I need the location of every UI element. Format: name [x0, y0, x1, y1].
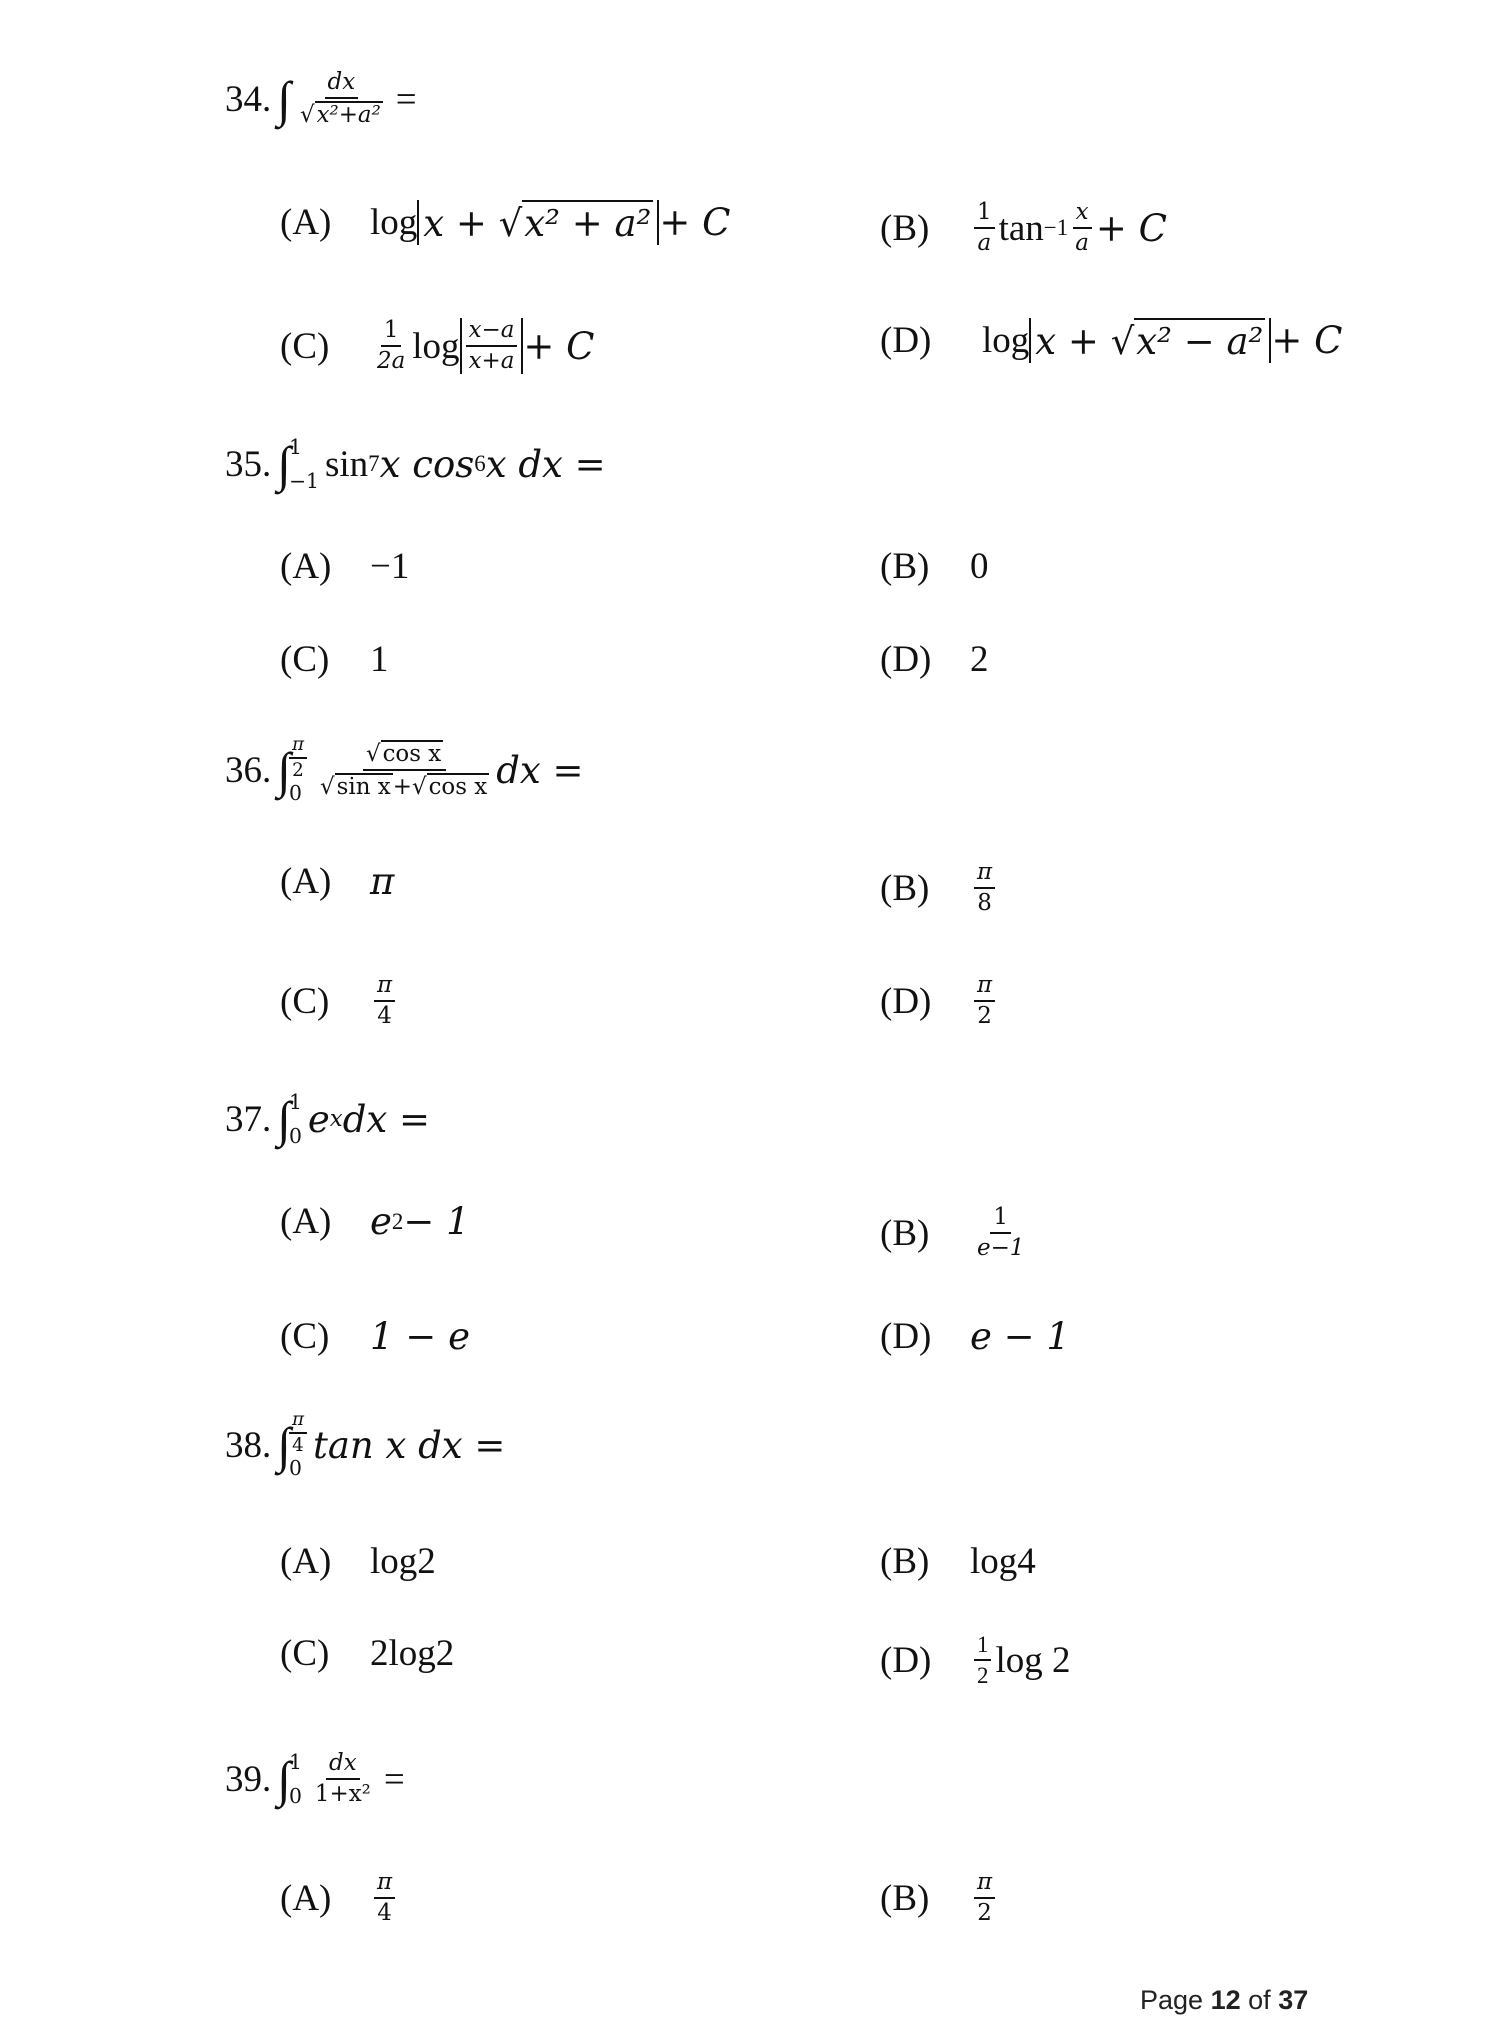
fraction-denominator: √ sin x + √ cos x [319, 774, 488, 800]
option-fraction [974, 1632, 991, 1688]
option-value: 2log2 [370, 1633, 455, 1674]
option-37-a[interactable] [280, 1200, 470, 1243]
integrand: tan x dx = [312, 1423, 506, 1467]
integral-limits [289, 1090, 302, 1148]
option-38-b[interactable] [880, 1540, 1036, 1583]
exp-exponent: 2 [391, 1208, 404, 1234]
cos-exponent: 6 [474, 451, 486, 476]
option-value: 2 [970, 639, 989, 680]
fraction-numerator: 1 [381, 318, 402, 347]
lower-limit: 0 [288, 1456, 302, 1481]
differential: dx = [496, 748, 584, 792]
option-label: (D) [880, 1639, 932, 1681]
integral-sign: ∫ [277, 742, 291, 798]
integral-sign: ∫ [277, 436, 291, 492]
radicand: sin x [336, 774, 391, 800]
fraction-denominator: 8 [977, 890, 992, 917]
option-36-a[interactable] [280, 860, 394, 903]
total-pages: 37 [1278, 1985, 1309, 2015]
constant: + C [659, 201, 731, 244]
fraction-denominator: 2a [377, 348, 406, 375]
fraction-denominator: 4 [377, 1003, 392, 1030]
question-number: 34. [225, 78, 272, 120]
option-34-b[interactable] [880, 200, 1167, 256]
option-36-c[interactable] [280, 973, 399, 1029]
fraction-denominator: a [977, 230, 992, 257]
option-fraction [374, 318, 408, 374]
option-fraction [974, 200, 995, 256]
sin-exponent: 7 [368, 451, 380, 476]
fraction-numerator: π [374, 1870, 395, 1899]
fraction-denominator: 2 [977, 1663, 989, 1689]
option-fraction-2 [1072, 200, 1092, 256]
fraction-numerator: 1 [974, 200, 995, 229]
option-fraction [374, 1870, 395, 1926]
option-label: (A) [280, 1877, 332, 1919]
fraction-denominator: 1+x² [314, 1781, 371, 1807]
option-label: (D) [880, 980, 932, 1022]
absolute-value [460, 318, 524, 374]
radicand: x² + a² [524, 202, 652, 245]
integral-sign: ∫ [277, 1751, 291, 1807]
radicand: cos x [382, 740, 442, 767]
option-value: −1 [370, 546, 410, 587]
upper-limit: 1 [288, 435, 302, 459]
lower-limit: 0 [288, 1784, 302, 1808]
fraction-denominator: 4 [377, 1900, 392, 1927]
absolute-value: x + √ x² − a² [1029, 318, 1271, 363]
option-label: (A) [280, 202, 332, 243]
sin-fn: sin [324, 443, 369, 485]
integral-limits [289, 1410, 307, 1480]
of-word: of [1248, 1985, 1271, 2015]
question-37 [225, 1090, 430, 1148]
fraction-denominator: x+a [468, 348, 515, 375]
log-fn: log [982, 320, 1030, 361]
option-39-a[interactable] [280, 1870, 399, 1926]
constant: + C [523, 324, 595, 368]
question-39 [225, 1750, 405, 1808]
option-label: (B) [880, 1541, 930, 1582]
option-label: (D) [880, 320, 932, 361]
integral-limits [289, 1750, 302, 1808]
option-38-a[interactable] [280, 1540, 436, 1583]
question-number: 36. [225, 749, 272, 791]
log-fn: log [370, 202, 418, 243]
option-value: log4 [970, 1541, 1036, 1582]
option-34-c[interactable] [280, 318, 594, 374]
constant: + C [1271, 319, 1343, 362]
option-38-c[interactable] [280, 1632, 454, 1675]
constant: + C [1095, 206, 1167, 250]
option-36-b[interactable] [880, 860, 999, 916]
lower-limit: −1 [288, 469, 319, 493]
exp-base: e [307, 1097, 330, 1141]
option-fraction [974, 1870, 995, 1926]
upper-limit-den: 2 [292, 760, 304, 782]
fraction-denominator: 2 [977, 1003, 992, 1030]
option-label: (C) [280, 325, 330, 367]
option-value: e − 1 [970, 1315, 1070, 1358]
page-footer [1140, 1985, 1308, 2016]
fraction-denominator: a [1075, 230, 1089, 257]
differential: dx = [342, 1097, 431, 1141]
fraction-denominator: 2 [977, 1900, 992, 1927]
question-number: 37. [225, 1098, 272, 1140]
fraction-numerator: π [974, 973, 995, 1002]
differential: x dx = [485, 442, 606, 486]
question-34 [225, 70, 417, 128]
upper-limit-den: 4 [292, 1435, 304, 1457]
integral-sign: ∫ [277, 71, 291, 128]
tan-fn: tan [998, 207, 1044, 249]
option-label: (B) [880, 207, 930, 249]
option-label: (C) [280, 639, 330, 680]
option-value: log2 [370, 1541, 436, 1582]
option-37-c[interactable] [280, 1315, 470, 1358]
upper-limit: 1 [288, 1750, 302, 1774]
stem-fraction [312, 1751, 374, 1807]
integral-limits [289, 735, 307, 805]
stem-fraction [317, 740, 492, 800]
upper-limit-num: π [289, 735, 307, 759]
fraction-numerator: π [374, 973, 395, 1002]
lower-limit: 0 [288, 1124, 302, 1148]
option-tail: − 1 [403, 1200, 470, 1243]
equals-sign: = [383, 1758, 405, 1800]
abs-term: x + [1035, 320, 1111, 363]
fraction-numerator: x [1073, 200, 1092, 229]
option-fraction [974, 1205, 1027, 1261]
radicand: x²+a² [316, 102, 381, 129]
exp-exponent: x [329, 1106, 343, 1132]
question-35 [225, 435, 606, 493]
exp-base: e [370, 1200, 392, 1243]
option-35-b[interactable] [880, 545, 989, 588]
question-36 [225, 735, 584, 805]
option-label: (B) [880, 1877, 930, 1919]
abs-term: x + [423, 202, 499, 245]
fraction-numerator: 1 [974, 1632, 991, 1661]
integral-sign: ∫ [277, 1091, 291, 1147]
upper-limit-num: π [289, 1410, 307, 1434]
option-value: 1 [370, 639, 389, 680]
option-label: (A) [280, 1201, 332, 1242]
option-label: (D) [880, 639, 932, 680]
fraction-numerator: π [974, 1870, 995, 1899]
fraction-denominator: √ x²+a² [299, 102, 381, 129]
option-35-d[interactable] [880, 638, 989, 681]
option-35-c[interactable] [280, 638, 389, 681]
integral-sign: ∫ [277, 1417, 291, 1473]
option-label: (B) [880, 1212, 930, 1254]
option-fraction [374, 973, 395, 1029]
absolute-value: x + √ x² + a² [417, 200, 659, 245]
option-label: (A) [280, 546, 332, 587]
question-number: 35. [225, 443, 272, 485]
integral-limits [289, 435, 319, 493]
radicand: cos x [428, 774, 488, 800]
option-label: (A) [280, 1541, 332, 1582]
fraction-denominator: e−1 [977, 1235, 1025, 1262]
fraction-numerator: 1 [990, 1205, 1011, 1234]
option-fraction [974, 973, 995, 1029]
option-37-d[interactable] [880, 1315, 1070, 1358]
fraction-numerator: dx [326, 1751, 360, 1780]
option-label: (C) [280, 980, 330, 1022]
fraction-numerator: dx [325, 70, 359, 99]
upper-limit: 1 [288, 1090, 302, 1114]
current-page: 12 [1210, 1985, 1241, 2015]
option-label: (A) [280, 861, 332, 902]
question-38 [225, 1410, 505, 1480]
lower-limit: 0 [288, 781, 302, 806]
option-label: (C) [280, 1316, 330, 1357]
option-39-b[interactable] [880, 1870, 999, 1926]
option-value: 1 − e [370, 1315, 470, 1358]
option-34-a[interactable] [280, 200, 730, 245]
cos-term: x cos [379, 442, 475, 486]
option-label: (D) [880, 1316, 932, 1357]
option-label: (B) [880, 546, 930, 587]
fraction-numerator: π [974, 860, 995, 889]
stem-fraction [297, 70, 386, 128]
option-value: 0 [970, 546, 989, 587]
equals-sign: = [395, 78, 417, 120]
option-37-b[interactable] [880, 1205, 1031, 1261]
option-35-a[interactable] [280, 545, 409, 588]
option-36-d[interactable] [880, 973, 999, 1029]
plus-sign: + [392, 774, 412, 800]
option-label: (B) [880, 867, 930, 909]
question-number: 39. [225, 1758, 272, 1800]
question-number: 38. [225, 1424, 272, 1466]
option-tail: log 2 [995, 1639, 1071, 1681]
fraction-numerator: x−a [466, 318, 518, 347]
option-fraction [974, 860, 995, 916]
log-fn: log [412, 325, 460, 367]
option-label: (C) [280, 1633, 330, 1674]
radicand: x² − a² [1136, 320, 1264, 363]
inverse-exponent: −1 [1043, 215, 1069, 241]
page-word: Page [1140, 1985, 1204, 2015]
option-38-d[interactable] [880, 1632, 1071, 1688]
option-value: π [370, 860, 395, 903]
option-34-d[interactable] [880, 318, 1342, 363]
fraction-numerator: √ cos x [363, 740, 446, 771]
